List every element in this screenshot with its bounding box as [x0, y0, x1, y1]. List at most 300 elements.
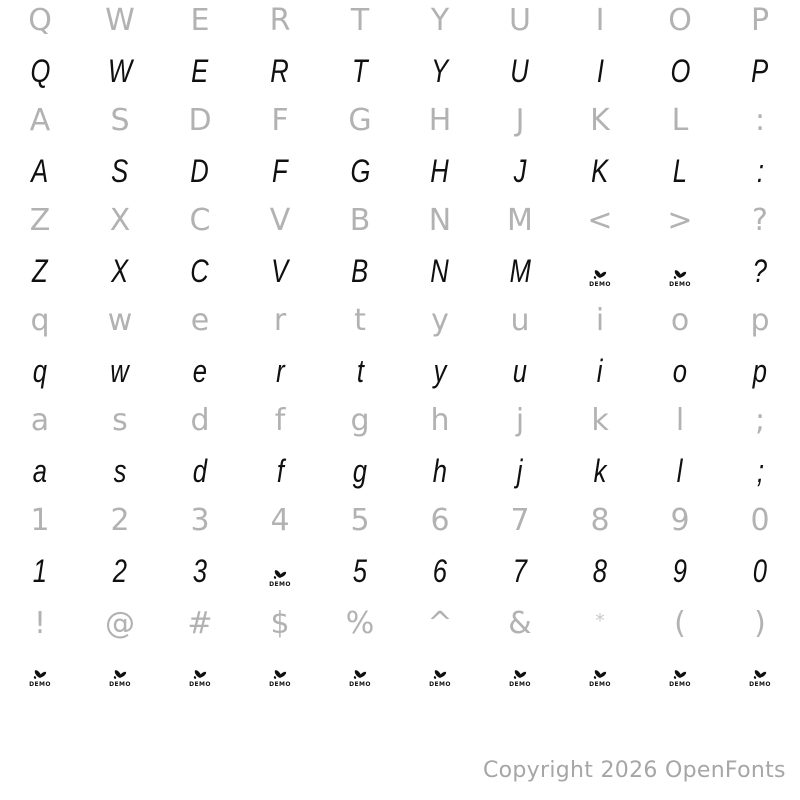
glyph: E [191, 53, 209, 89]
glyph-cell [640, 146, 720, 196]
glyph: k [593, 453, 607, 489]
glyph: P [750, 3, 770, 38]
glyph: 5 [352, 553, 368, 589]
glyph-cell [0, 296, 80, 346]
glyph-cell [640, 96, 720, 146]
glyph: B [349, 203, 371, 238]
glyph: $ [270, 606, 290, 641]
glyph: P [751, 53, 769, 89]
glyph: H [428, 103, 452, 138]
glyph: p [752, 353, 768, 389]
glyph-cell [480, 296, 560, 346]
glyph-row-demo [0, 546, 800, 596]
glyph-cell [160, 96, 240, 146]
glyph-cell [720, 0, 800, 46]
glyph: l [675, 403, 685, 438]
glyph-cell [480, 646, 560, 696]
glyph-cell [320, 646, 400, 696]
glyph: 1 [32, 553, 48, 589]
glyph: & [508, 606, 532, 641]
glyph: Y [430, 3, 450, 38]
glyph: 3 [190, 503, 210, 538]
demo-label: DEMO [749, 681, 771, 688]
glyph: C [190, 253, 210, 289]
glyph: K [591, 153, 609, 189]
glyph: g [352, 453, 368, 489]
glyph: B [351, 253, 369, 289]
glyph-cell [400, 546, 480, 596]
glyph-cell [80, 346, 160, 396]
glyph: ^ [427, 606, 453, 641]
glyph: d [190, 403, 210, 438]
glyph-cell [640, 196, 720, 246]
fleuron-icon [590, 668, 610, 681]
glyph-row-demo [0, 446, 800, 496]
glyph-cell [80, 396, 160, 446]
glyph-row-demo [0, 46, 800, 96]
glyph-cell [80, 0, 160, 46]
glyph-row-reference [0, 96, 800, 146]
glyph-cell [640, 546, 720, 596]
glyph: M [509, 253, 531, 289]
glyph-cell [640, 296, 720, 346]
glyph-cell [720, 46, 800, 96]
glyph-cell [720, 346, 800, 396]
glyph: X [111, 253, 129, 289]
glyph: 9 [672, 553, 688, 589]
glyph-cell [560, 146, 640, 196]
glyph-cell [640, 496, 720, 546]
glyph: q [30, 303, 50, 338]
glyph: 8 [592, 553, 608, 589]
glyph-cell [480, 346, 560, 396]
demo-label: DEMO [349, 681, 371, 688]
demo-glyph-badge [267, 668, 293, 688]
glyph-cell [720, 496, 800, 546]
glyph-cell [80, 146, 160, 196]
glyph-cell [400, 599, 480, 649]
demo-glyph-badge [267, 568, 293, 588]
demo-label: DEMO [269, 681, 291, 688]
glyph-cell [320, 246, 400, 296]
glyph: Q [30, 53, 50, 89]
glyph: # [187, 606, 213, 641]
glyph-cell [0, 599, 80, 649]
glyph: U [510, 53, 530, 89]
glyph-cell [240, 346, 320, 396]
glyph: S [111, 153, 129, 189]
glyph-row-reference [0, 596, 800, 646]
glyph-row-demo [0, 646, 800, 696]
glyph: : [756, 153, 764, 189]
glyph-cell [240, 0, 320, 46]
glyph-cell [0, 246, 80, 296]
glyph: h [432, 453, 448, 489]
glyph: J [515, 103, 525, 138]
glyph: S [110, 103, 130, 138]
demo-label: DEMO [189, 681, 211, 688]
glyph-cell [0, 0, 80, 46]
glyph-cell [480, 396, 560, 446]
glyph-row-reference [0, 296, 800, 346]
demo-glyph-badge [427, 668, 453, 688]
glyph-cell [160, 546, 240, 596]
glyph: k [591, 403, 609, 438]
demo-label: DEMO [109, 681, 131, 688]
glyph: U [509, 3, 531, 38]
glyph-cell [640, 396, 720, 446]
glyph: > [667, 203, 693, 238]
glyph: C [189, 203, 211, 238]
glyph: A [29, 103, 51, 138]
glyph: e [190, 303, 210, 338]
glyph: o [672, 353, 688, 389]
glyph-cell [640, 346, 720, 396]
glyph-cell [80, 246, 160, 296]
glyph-cell [320, 46, 400, 96]
glyph-cell [480, 46, 560, 96]
glyph-cell [640, 46, 720, 96]
glyph: d [192, 453, 208, 489]
glyph-row-reference [0, 0, 800, 46]
glyph-cell [160, 446, 240, 496]
glyph: q [32, 353, 48, 389]
glyph-cell [240, 196, 320, 246]
glyph: G [348, 103, 372, 138]
glyph: < [587, 203, 613, 238]
glyph-cell [0, 546, 80, 596]
glyph-cell [160, 0, 240, 46]
glyph-cell [160, 496, 240, 546]
glyph: ! [33, 606, 47, 641]
fleuron-icon [190, 668, 210, 681]
glyph-cell [400, 646, 480, 696]
glyph: G [350, 153, 370, 189]
glyph: 5 [350, 503, 370, 538]
glyph: e [192, 353, 208, 389]
glyph-row-demo [0, 246, 800, 296]
glyph-cell [560, 646, 640, 696]
glyph-cell [720, 246, 800, 296]
glyph-cell [560, 246, 640, 296]
glyph-cell [320, 546, 400, 596]
glyph: u [510, 303, 530, 338]
glyph-cell [320, 146, 400, 196]
glyph: h [430, 403, 450, 438]
glyph: H [430, 153, 450, 189]
glyph-row-reference [0, 496, 800, 546]
fleuron-icon [110, 668, 130, 681]
demo-glyph-badge [747, 668, 773, 688]
glyph-cell [480, 546, 560, 596]
glyph-cell [0, 196, 80, 246]
glyph: 3 [192, 553, 208, 589]
glyph-cell [320, 599, 400, 649]
glyph: L [672, 153, 688, 189]
demo-glyph-badge [187, 668, 213, 688]
glyph-cell [400, 246, 480, 296]
glyph-cell [80, 46, 160, 96]
glyph-cell [560, 0, 640, 46]
glyph-cell [720, 196, 800, 246]
glyph-cell [640, 0, 720, 46]
glyph: 7 [510, 503, 530, 538]
glyph: O [670, 53, 690, 89]
demo-glyph-badge [587, 268, 613, 288]
glyph-row-reference [0, 196, 800, 246]
fleuron-icon [270, 568, 290, 581]
glyph-row-demo [0, 346, 800, 396]
glyph: w [107, 303, 133, 338]
glyph-cell [720, 146, 800, 196]
glyph: o [670, 303, 690, 338]
glyph: R [269, 3, 291, 38]
glyph: I [595, 3, 605, 38]
glyph: ) [754, 606, 766, 641]
glyph: N [428, 203, 452, 238]
glyph-cell [560, 46, 640, 96]
demo-label: DEMO [669, 681, 691, 688]
glyph: t [356, 353, 364, 389]
glyph: u [512, 353, 528, 389]
glyph-cell [160, 146, 240, 196]
glyph-cell [0, 396, 80, 446]
glyph: T [350, 3, 370, 38]
fleuron-icon [270, 668, 290, 681]
glyph: a [32, 453, 48, 489]
glyph: I [596, 53, 604, 89]
glyph: 0 [750, 503, 770, 538]
demo-label: DEMO [269, 581, 291, 588]
glyph-cell [720, 296, 800, 346]
glyph: ? [752, 253, 768, 289]
demo-glyph-badge [107, 668, 133, 688]
glyph: j [517, 453, 523, 489]
glyph-cell [480, 196, 560, 246]
glyph-cell [480, 96, 560, 146]
glyph-cell [400, 496, 480, 546]
glyph: X [109, 203, 131, 238]
glyph: y [433, 353, 447, 389]
fleuron-icon [590, 268, 610, 281]
glyph-cell [160, 196, 240, 246]
glyph-cell [240, 546, 320, 596]
fleuron-icon [350, 668, 370, 681]
glyph: t [354, 303, 366, 338]
glyph-cell [240, 296, 320, 346]
glyph-cell [80, 196, 160, 246]
glyph: ? [752, 203, 768, 238]
glyph-cell [80, 296, 160, 346]
glyph-cell [640, 646, 720, 696]
glyph-cell [720, 96, 800, 146]
glyph: F [271, 103, 289, 138]
glyph-cell [560, 96, 640, 146]
glyph: W [105, 3, 135, 38]
glyph-cell [0, 646, 80, 696]
fleuron-icon [510, 668, 530, 681]
demo-label: DEMO [669, 281, 691, 288]
glyph-cell [80, 96, 160, 146]
glyph-cell [560, 396, 640, 446]
glyph: 2 [112, 553, 128, 589]
glyph-cell [560, 546, 640, 596]
glyph: ; [754, 403, 766, 438]
copyright-text: Copyright 2026 OpenFonts [483, 758, 786, 783]
glyph: N [430, 253, 450, 289]
glyph: 0 [752, 553, 768, 589]
glyph-cell [240, 96, 320, 146]
glyph: l [677, 453, 683, 489]
glyph-cell [160, 396, 240, 446]
glyph: ( [674, 606, 686, 641]
glyph-cell [0, 446, 80, 496]
glyph: @ [105, 606, 135, 641]
demo-glyph-badge [667, 268, 693, 288]
glyph-cell [160, 646, 240, 696]
demo-glyph-badge [507, 668, 533, 688]
glyph: W [107, 53, 133, 89]
glyph-cell [0, 96, 80, 146]
glyph-cell [480, 246, 560, 296]
glyph: a [30, 403, 50, 438]
glyph-cell [240, 599, 320, 649]
glyph-cell [80, 599, 160, 649]
glyph-cell [400, 146, 480, 196]
fleuron-icon [670, 668, 690, 681]
glyph: i [597, 353, 603, 389]
glyph: s [113, 453, 127, 489]
glyph-cell [560, 296, 640, 346]
glyph-cell [320, 496, 400, 546]
glyph: L [671, 103, 689, 138]
glyph: % [345, 606, 375, 641]
glyph: j [515, 403, 525, 438]
demo-label: DEMO [429, 681, 451, 688]
glyph-cell [400, 396, 480, 446]
glyph: E [190, 3, 210, 38]
glyph: * [595, 610, 605, 632]
glyph: O [668, 3, 692, 38]
fleuron-icon [30, 668, 50, 681]
glyph-cell [160, 346, 240, 396]
glyph-cell [720, 599, 800, 649]
glyph: 4 [270, 503, 290, 538]
glyph-cell [480, 146, 560, 196]
demo-label: DEMO [509, 681, 531, 688]
glyph-cell [240, 446, 320, 496]
glyph: D [190, 153, 210, 189]
glyph-cell [560, 596, 640, 649]
glyph: r [273, 303, 287, 338]
glyph: 2 [110, 503, 130, 538]
glyph-cell [720, 546, 800, 596]
glyph-cell [400, 46, 480, 96]
glyph-cell [640, 246, 720, 296]
glyph: r [275, 353, 285, 389]
glyph: M [507, 203, 533, 238]
glyph-cell [640, 599, 720, 649]
glyph-cell [400, 96, 480, 146]
glyph: ; [756, 453, 764, 489]
glyph: 6 [432, 553, 448, 589]
demo-label: DEMO [589, 681, 611, 688]
glyph-cell [320, 0, 400, 46]
glyph-cell [640, 446, 720, 496]
glyph: Z [29, 203, 51, 238]
glyph: : [754, 103, 766, 138]
glyph-row-demo [0, 146, 800, 196]
glyph: Q [28, 3, 52, 38]
glyph-cell [400, 0, 480, 46]
glyph: V [269, 203, 291, 238]
glyph: p [750, 303, 770, 338]
glyph: Z [32, 253, 48, 289]
glyph: A [31, 153, 49, 189]
glyph-cell [320, 396, 400, 446]
glyph: s [112, 403, 128, 438]
glyph-cell [480, 446, 560, 496]
glyph-cell [400, 296, 480, 346]
glyph-cell [0, 46, 80, 96]
glyph-cell [400, 446, 480, 496]
glyph-cell [0, 496, 80, 546]
demo-glyph-badge [667, 668, 693, 688]
glyph: 6 [430, 503, 450, 538]
glyph-cell [560, 496, 640, 546]
glyph-cell [720, 646, 800, 696]
glyph-cell [320, 196, 400, 246]
glyph-cell [160, 246, 240, 296]
glyph: 1 [30, 503, 50, 538]
glyph-cell [80, 446, 160, 496]
glyph-cell [240, 46, 320, 96]
glyph: T [352, 53, 368, 89]
glyph-cell [480, 0, 560, 46]
glyph-cell [80, 496, 160, 546]
demo-glyph-badge [347, 668, 373, 688]
glyph-cell [160, 599, 240, 649]
glyph: f [274, 403, 286, 438]
glyph-cell [320, 346, 400, 396]
glyph: y [431, 303, 449, 338]
demo-label: DEMO [29, 681, 51, 688]
glyph-cell [400, 196, 480, 246]
fleuron-icon [430, 668, 450, 681]
glyph: 9 [670, 503, 690, 538]
glyph-cell [720, 446, 800, 496]
glyph-cell [720, 396, 800, 446]
glyph: Y [431, 53, 449, 89]
glyph-cell [240, 496, 320, 546]
glyph-cell [480, 496, 560, 546]
glyph-cell [240, 396, 320, 446]
demo-label: DEMO [589, 281, 611, 288]
glyph: f [276, 453, 284, 489]
glyph: R [270, 53, 290, 89]
fleuron-icon [750, 668, 770, 681]
glyph-cell [240, 246, 320, 296]
glyph: g [350, 403, 370, 438]
glyph-cell [80, 646, 160, 696]
glyph-cell [80, 546, 160, 596]
glyph-cell [560, 446, 640, 496]
glyph-cell [560, 196, 640, 246]
glyph-row-reference [0, 396, 800, 446]
glyph-cell [0, 346, 80, 396]
glyph-cell [400, 346, 480, 396]
glyph-cell [480, 599, 560, 649]
